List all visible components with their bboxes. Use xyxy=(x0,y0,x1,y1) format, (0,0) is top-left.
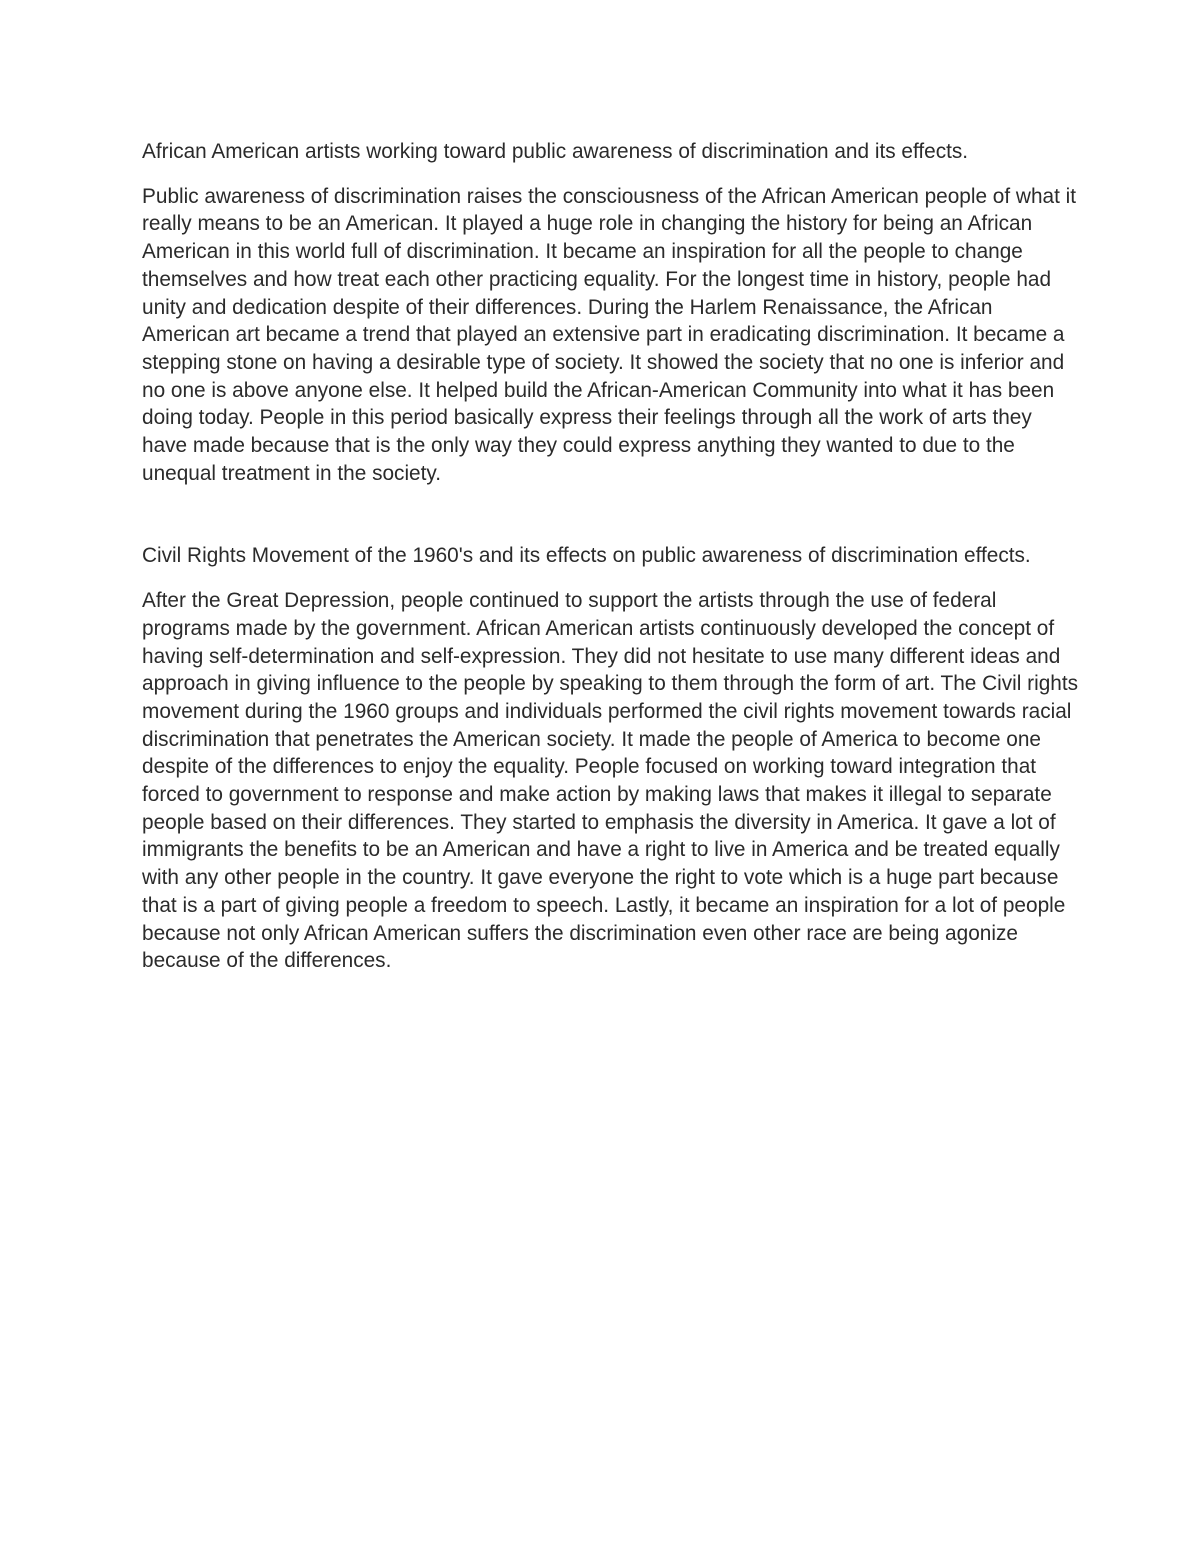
section-body-artists-awareness: Public awareness of discrimination raises the consciousness of the African American people of what it really means to be an American. It played a huge role in changing the history for being an African American in this world full of discrimination. It became an inspiration for all the people to change themselves and how treat each other practicing equality. For the longest time in history, people had unity and dedication despite of their differences. During the Harlem Renaissance, the African American art became a trend that played an extensive part in eradicating discrimination. It became a stepping stone on having a desirable type of society. It showed the society that no one is inferior and no one is above anyone else. It helped build the African-American Community into what it has been doing today. People in this period basically express their feelings through all the work of arts they have made because that is the only way they could express anything they wanted to due to the unequal treatment in the society. xyxy=(142,184,1077,485)
section-heading-artists-awareness: African American artists working toward public awareness of discrimination and its effects. xyxy=(142,140,969,163)
section-body-civil-rights: After the Great Depression, people continued to support the artists through the use of federal programs made by the government. African American artists continuously developed the concept of having self-determination and self-expression. They did not hesitate to use many different ideas and approach in giving influence to the people by speaking to them through the form of art. The Civil rights movement during the 1960 groups and individuals performed the civil rights movement towards racial discrimination that penetrates the American society. It made the people of America to become one despite of the differences to enjoy the equality. People focused on working toward integration that forced to government to response and make action by making laws that makes it illegal to separate people based on their differences. They started to emphasis the diversity in America. It gave a lot of immigrants the benefits to be an American and have a right to live in America and be treated equally with any other people in the country. It gave everyone the right to vote which is a huge part because that is a part of giving people a freedom to speech. Lastly, it became an inspiration for a lot of people because not only African American suffers the discrimination even other race are being agonize because of the differences. xyxy=(142,589,1079,973)
section-heading-civil-rights: Civil Rights Movement of the 1960's and its effects on public awareness of discrimination effects. xyxy=(142,544,1031,568)
document-content xyxy=(142,138,1082,975)
